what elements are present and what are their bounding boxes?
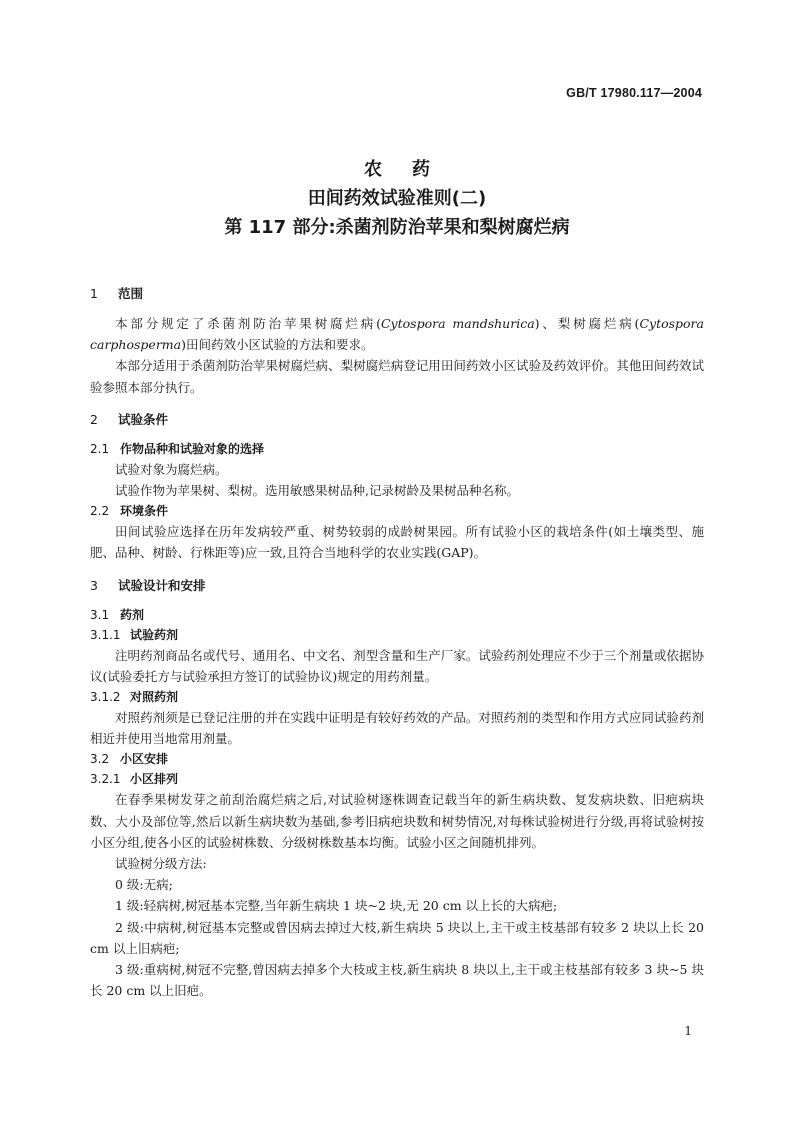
subsection-heading-3-2-1 — [90, 769, 704, 789]
paragraph — [90, 313, 704, 355]
subsection-heading-3-1 — [90, 605, 704, 625]
grade-item: 2 级:中病树,树冠基本完整或曾因病去掉过大枝,新生病块 5 块以上,主干或主枝基部有较多 2 块以上长 20 cm 以上旧病疤; — [90, 919, 704, 956]
section-number: 1 — [90, 286, 98, 301]
grade-item: 3 级:重病树,树冠不完整,曾因病去掉多个大枝或主枝,新生病块 8 块以上,主干或主枝基部有较多 3 块~5 块长 20 cm 以上旧疤。 — [90, 962, 704, 999]
subsection-heading-2-1 — [90, 439, 704, 459]
section-number: 3 — [90, 577, 98, 593]
document-title — [0, 155, 794, 242]
species-name: Cytospora mandshurica — [380, 316, 535, 331]
section-title: 作物品种和试验对象的选择 — [120, 441, 265, 456]
section-title: 小区排列 — [130, 772, 179, 787]
paragraph: 在春季果树发芽之前刮治腐烂病之后,对试验树逐株调查记载当年的新生病块数、复发病块数、旧疤病块数、大小及部位等,然后以新生病块数为基础,参考旧病疤块数和树势情况,对每株试验树进行分级,再将试验树按小区分组,使各小区的试验树株数、分级树株数基本均衡。试验小区之间随机排列。 — [90, 792, 704, 850]
section-number: 3.2 — [90, 752, 110, 767]
grade-item: 1 级:轻病树,树冠基本完整,当年新生病块 1 块~2 块,无 20 cm 以上长的大病疤; — [115, 898, 558, 914]
section-title: 试验设计和安排 — [118, 577, 206, 593]
subsection-heading-3-1-1 — [90, 625, 704, 645]
paragraph: 注明药剂商品名或代号、通用名、中文名、剂型含量和生产厂家。试验药剂处理应不少于三个剂量或依据协议(试验委托方与试验承担方签订的试验协议)规定的用药剂量。 — [90, 647, 704, 684]
text-run: 本部分规定了杀菌剂防治苹果树腐烂病( — [115, 316, 381, 331]
section-number: 2.2 — [90, 504, 110, 519]
paragraph: 试验树分级方法: — [115, 856, 207, 872]
section-heading-2 — [90, 410, 704, 430]
text-run: )田间药效小区试验的方法和要求。 — [181, 337, 374, 353]
section-number: 2.1 — [90, 441, 110, 456]
section-title: 环境条件 — [120, 504, 169, 519]
text-run: )、梨树腐烂病( — [534, 316, 640, 331]
paragraph: 试验作物为苹果树、梨树。选用敏感果树品种,记录树龄及果树品种名称。 — [115, 483, 519, 499]
title-line-1: 农药 — [364, 159, 460, 180]
subsection-heading-2-2 — [90, 501, 704, 521]
standard-code: GB/T 17980.117—2004 — [566, 86, 702, 100]
section-title: 试验条件 — [118, 411, 169, 427]
paragraph: 试验对象为腐烂病。 — [115, 461, 228, 477]
section-heading-3 — [90, 576, 704, 596]
section-number: 3.2.1 — [90, 772, 121, 787]
subsection-heading-3-1-2 — [90, 687, 704, 707]
section-title: 试验药剂 — [130, 627, 179, 642]
paragraph: 田间试验应选择在历年发病较严重、树势较弱的成龄树果园。所有试验小区的栽培条件(如土壤类型、施肥、品种、树龄、行株距等)应一致,且符合当地科学的农业实践(GAP)。 — [90, 524, 704, 561]
grade-item: 0 级:无病; — [115, 877, 173, 893]
section-title: 药剂 — [120, 607, 145, 622]
title-line-3: 第 117 部分:杀菌剂防治苹果和梨树腐烂病 — [224, 217, 570, 238]
section-title: 范围 — [118, 286, 144, 301]
section-title: 对照药剂 — [130, 690, 179, 705]
section-number: 3.1.1 — [90, 627, 121, 642]
page-number: 1 — [684, 1024, 692, 1038]
section-heading-1 — [90, 284, 704, 304]
section-title: 小区安排 — [120, 752, 169, 767]
section-number: 3.1.2 — [90, 690, 121, 705]
paragraph: 本部分适用于杀菌剂防治苹果树腐烂病、梨树腐烂病登记用田间药效小区试验及药效评价。其他田间药效试验参照本部分执行。 — [90, 358, 704, 395]
subsection-heading-3-2 — [90, 749, 704, 769]
species-name: Cytospora carphosperma — [90, 316, 704, 353]
section-number: 2 — [90, 411, 98, 427]
document-body — [90, 284, 704, 1001]
title-line-2: 田间药效试验准则(二) — [307, 188, 487, 209]
section-number: 3.1 — [90, 607, 110, 622]
paragraph: 对照药剂须是已登记注册的并在实践中证明是有较好药效的产品。对照药剂的类型和作用方式应同试验药剂相近并使用当地常用剂量。 — [90, 710, 704, 747]
